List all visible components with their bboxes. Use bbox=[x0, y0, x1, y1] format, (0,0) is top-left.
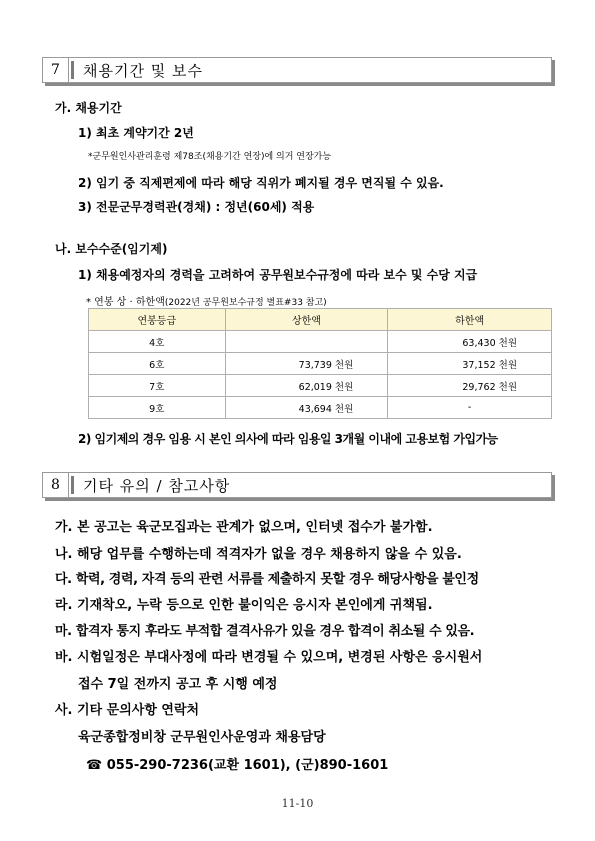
item-employment-insurance: 2) 임기제의 경우 임용 시 본인 의사에 따라 임용일 3개월 이내에 고용보험 가입가능 bbox=[78, 432, 498, 446]
item-position-abolition: 2) 임기 중 직제편제에 따라 해당 직위가 폐지될 경우 면직될 수 있음. bbox=[78, 176, 444, 190]
section-title: 기타 유의 / 참고사항 bbox=[83, 476, 231, 495]
subheading-employment-period: 가. 채용기간 bbox=[55, 101, 122, 115]
section-8-header bbox=[42, 472, 552, 498]
table-header: 연봉등급 bbox=[89, 309, 226, 331]
section-7-header bbox=[42, 57, 552, 83]
item-pay-basis: 1) 채용예정자의 경력을 고려하여 공무원보수규정에 따라 보수 및 수당 지급 bbox=[78, 268, 478, 282]
section-number: 8 bbox=[43, 473, 69, 497]
notice-item: 가. 본 공고는 육군모집과는 관계가 없으며, 인터넷 접수가 불가함. bbox=[55, 520, 433, 535]
notice-item: 라. 기재착오, 누락 등으로 인한 불이익은 응시자 본인에게 귀책됨. bbox=[55, 598, 433, 613]
phone-icon: ☎ bbox=[86, 758, 103, 773]
note-salary-range bbox=[86, 290, 327, 309]
section-number: 7 bbox=[43, 58, 69, 82]
table-cell: 9호 bbox=[89, 397, 226, 419]
subheading-pay-level: 나. 보수수준(임기제) bbox=[55, 242, 168, 256]
notice-item: 나. 해당 업무를 수행하는데 적격자가 없을 경우 채용하지 않을 수 있음. bbox=[55, 547, 462, 562]
section-title: 채용기간 및 보수 bbox=[83, 61, 203, 80]
contact-phone: 055-290-7236(교환 1601), (군)890-1601 bbox=[106, 758, 389, 773]
table-cell: 7호 bbox=[89, 375, 226, 397]
table-cell: 6호 bbox=[89, 353, 226, 375]
notice-item: 바. 시험일정은 부대사정에 따라 변경될 수 있으며, 변경된 사항은 응시원서 bbox=[55, 650, 483, 665]
table-cell bbox=[225, 331, 388, 353]
table-header: 하한액 bbox=[388, 309, 552, 331]
notice-item: 다. 학력, 경력, 자격 등의 관련 서류를 제출하지 못할 경우 해당사항을 불인정 bbox=[55, 572, 479, 587]
table-row bbox=[89, 397, 552, 419]
note-extension: *군무원인사관리훈령 제78조(채용기간 연장)에 의거 연장가능 bbox=[88, 152, 332, 162]
note-salary-range-ref: (2022년 공무원보수규정 별표#33 참고) bbox=[164, 298, 327, 308]
notice-item-continuation: 접수 7일 전까지 공고 후 시행 예정 bbox=[78, 677, 278, 692]
table-header: 상한액 bbox=[225, 309, 388, 331]
table-cell: 4호 bbox=[89, 331, 226, 353]
notice-item: 마. 합격자 통지 후라도 부적합 결격사유가 있을 경우 합격이 취소될 수 있음. bbox=[55, 624, 475, 639]
notice-item: 사. 기타 문의사항 연락처 bbox=[55, 703, 200, 718]
item-initial-contract: 1) 최초 계약기간 2년 bbox=[78, 126, 194, 140]
contact-phone-line bbox=[86, 754, 388, 773]
page-number: 11-10 bbox=[281, 797, 314, 810]
table-cell: 62,019 천원 bbox=[225, 375, 388, 397]
table-cell: - bbox=[388, 397, 552, 419]
section-divider-bar bbox=[71, 476, 74, 494]
section-divider-bar bbox=[71, 61, 74, 79]
table-cell: 63,430 천원 bbox=[388, 331, 552, 353]
item-retirement-age: 3) 전문군무경력관(경채) : 정년(60세) 적용 bbox=[78, 200, 315, 214]
note-salary-range-prefix: * 연봉 상 · 하한액 bbox=[86, 297, 165, 308]
table-cell: 43,694 천원 bbox=[225, 397, 388, 419]
table-row bbox=[89, 331, 552, 353]
table-row bbox=[89, 353, 552, 375]
contact-organization: 육군종합정비창 군무원인사운영과 채용담당 bbox=[78, 730, 326, 745]
table-row bbox=[89, 375, 552, 397]
table-cell: 37,152 천원 bbox=[388, 353, 552, 375]
salary-table bbox=[88, 308, 552, 419]
table-cell: 29,762 천원 bbox=[388, 375, 552, 397]
table-header-row bbox=[89, 309, 552, 331]
table-cell: 73,739 천원 bbox=[225, 353, 388, 375]
